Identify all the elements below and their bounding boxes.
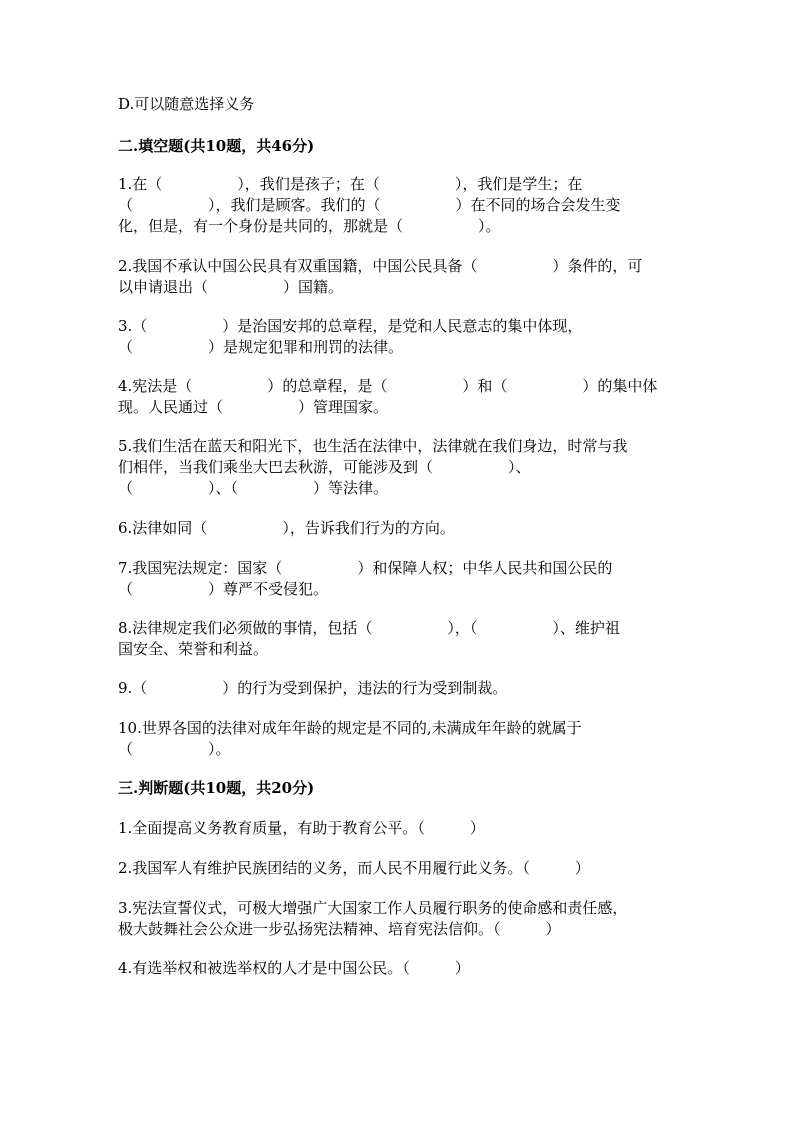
fill-section-heading: 二.填空题(共10题，共46分) [118, 137, 315, 155]
fill-question-5 [118, 436, 627, 499]
fill-question-2 [118, 256, 642, 298]
fill-question-8 [118, 618, 620, 660]
judge-question-3 [118, 898, 627, 940]
question-line: 8.法律规定我们必须做的事情，包括（ ），（ ）、维护祖 [118, 619, 620, 637]
question-line: 10.世界各国的法律对成年年龄的规定是不同的,未满成年年龄的就属于 [118, 719, 582, 737]
question-line: 4.有选举权和被选举权的人才是中国公民。（ ） [118, 959, 470, 977]
question-line: 7.我国宪法规定：国家（ ）和保障人权；中华人民共和国公民的 [118, 559, 613, 577]
fill-question-3 [118, 316, 582, 358]
judge-question-2 [118, 858, 590, 879]
judge-question-4 [118, 958, 470, 979]
question-line: 现。人民通过（ ）管理国家。 [118, 398, 389, 416]
question-line: （ ）是规定犯罪和刑罚的法律。 [118, 338, 404, 356]
question-line: 3.宪法宣誓仪式，可极大增强广大国家工作人员履行职务的使命感和责任感， [118, 899, 628, 917]
question-line: （ ），我们是顾客。我们的（ ）在不同的场合会发生变 [118, 196, 621, 214]
fill-question-4 [118, 376, 657, 418]
question-line: 2.我国军人有维护民族团结的义务，而人民不用履行此义务。（ ） [118, 859, 590, 877]
question-line: 5.我们生活在蓝天和阳光下，也生活在法律中，法律就在我们身边，时常与我 [118, 437, 628, 455]
question-line: 国安全、荣誉和利益。 [118, 640, 269, 658]
question-line: 9.（ ）的行为受到保护，违法的行为受到制裁。 [118, 679, 508, 697]
question-line: 极大鼓舞社会公众进一步弘扬宪法精神、培育宪法信仰。（ ） [118, 920, 561, 938]
question-line: 4.宪法是（ ）的总章程，是（ ）和（ ）的集中体 [118, 377, 658, 395]
fill-question-7 [118, 558, 612, 600]
question-line: 6.法律如同（ ），告诉我们行为的方向。 [118, 519, 455, 537]
option-d: D.可以随意选择义务 [118, 95, 255, 113]
question-line: 化，但是，有一个身份是共同的，那就是（ ）。 [118, 217, 501, 235]
fill-question-10 [118, 718, 582, 760]
question-line: 3.（ ）是治国安邦的总章程，是党和人民意志的集中体现， [118, 317, 583, 335]
question-line: 2.我国不承认中国公民具有双重国籍，中国公民具备（ ）条件的，可 [118, 257, 643, 275]
question-line: 1.在（ ），我们是孩子；在（ ），我们是学生；在 [118, 175, 583, 193]
fill-question-1 [118, 174, 621, 237]
judge-section-heading: 三.判断题(共10题，共20分) [118, 779, 315, 797]
fill-question-9 [118, 678, 507, 699]
question-line: （ ）尊严不受侵犯。 [118, 580, 329, 598]
question-line: （ ）。 [118, 740, 231, 758]
judge-question-1 [118, 818, 485, 839]
question-line: （ ）、（ ）等法律。 [118, 479, 389, 497]
question-line: 1.全面提高义务教育质量，有助于教育公平。（ ） [118, 819, 485, 837]
fill-question-6 [118, 518, 455, 539]
question-line: 们相伴，当我们乘坐大巴去秋游，可能涉及到（ ）、 [118, 458, 531, 476]
question-line: 以申请退出（ ）国籍。 [118, 278, 344, 296]
